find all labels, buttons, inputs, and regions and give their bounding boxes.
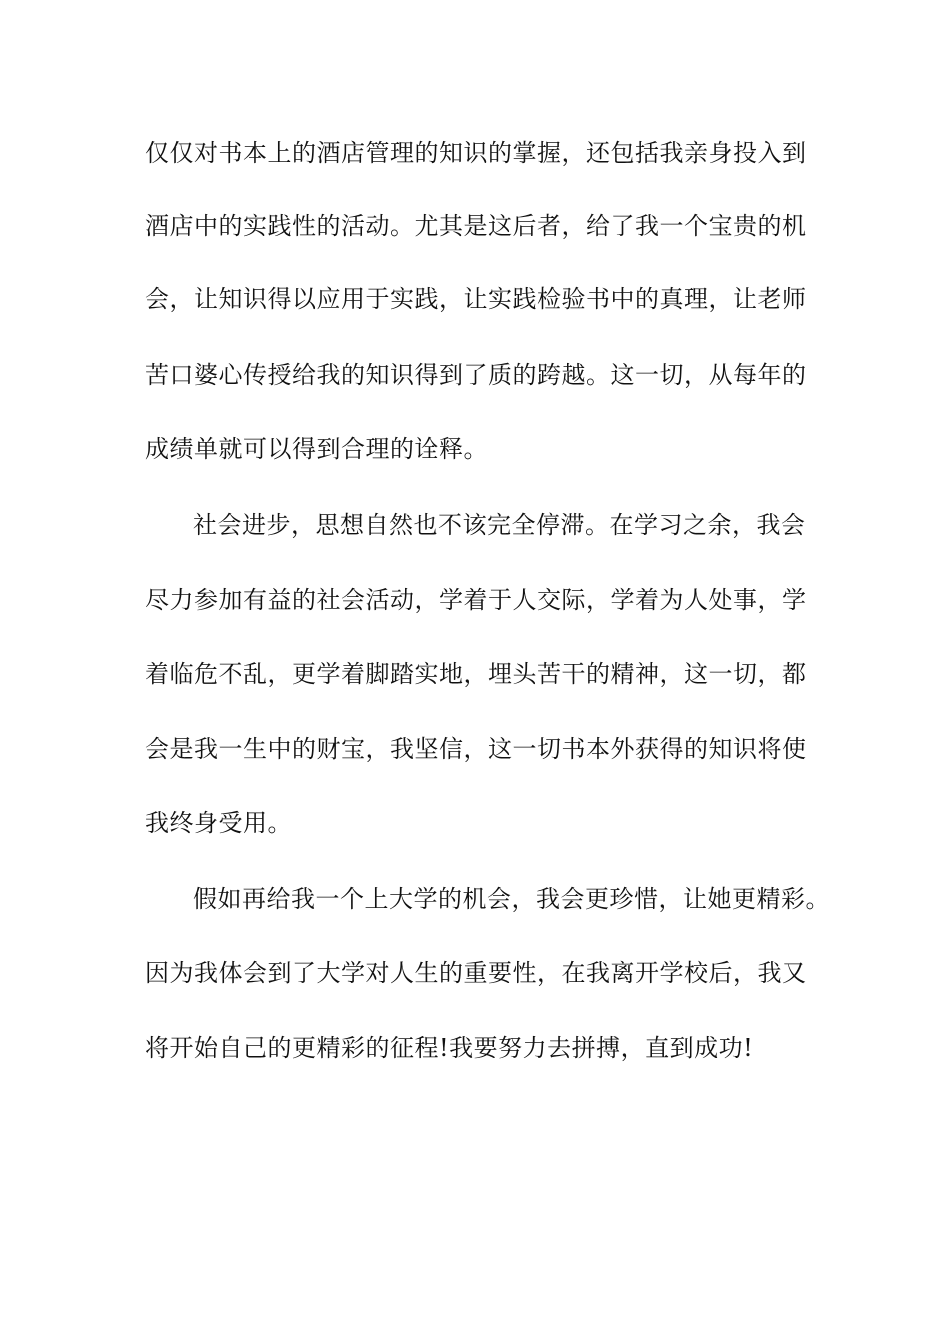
text-line: 假如再给我一个上大学的机会，我会更珍惜，让她更精彩。 (193, 885, 830, 913)
text-line: 着临危不乱，更学着脚踏实地，埋头苦干的精神，这一切，都 (145, 660, 807, 688)
text-line: 尽力参加有益的社会活动，学着于人交际，学着为人处事，学 (145, 586, 807, 614)
text-line: 将开始自己的更精彩的征程!我要努力去拼搏，直到成功! (145, 1034, 754, 1062)
text-line: 会，让知识得以应用于实践，让实践检验书中的真理，让老师 (145, 285, 807, 313)
text-line: 会是我一生中的财宝，我坚信，这一切书本外获得的知识将使 (145, 735, 807, 763)
text-line: 酒店中的实践性的活动。尤其是这后者，给了我一个宝贵的机 (145, 212, 807, 240)
text-line: 我终身受用。 (145, 809, 292, 837)
text-line: 社会进步，思想自然也不该完全停滞。在学习之余，我会 (193, 511, 806, 539)
text-line: 因为我体会到了大学对人生的重要性，在我离开学校后，我又 (145, 959, 807, 987)
text-line: 仅仅对书本上的酒店管理的知识的掌握，还包括我亲身投入到 (145, 139, 807, 167)
text-line: 苦口婆心传授给我的知识得到了质的跨越。这一切，从每年的 (145, 361, 807, 389)
text-line: 成绩单就可以得到合理的诠释。 (145, 435, 488, 463)
